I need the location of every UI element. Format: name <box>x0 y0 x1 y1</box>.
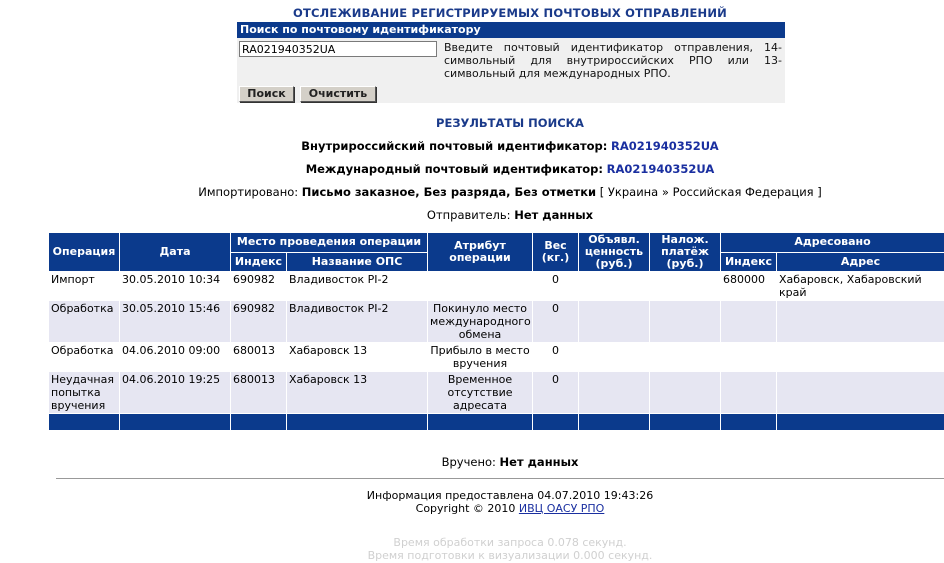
table-row <box>49 272 944 301</box>
col-addr-index: Индекс <box>721 252 777 272</box>
cell-addr-index <box>721 372 777 414</box>
cell-index: 680013 <box>231 343 287 372</box>
table-row <box>49 343 944 372</box>
col-place: Место проведения операции <box>231 233 428 253</box>
cell-weight: 0 <box>533 372 579 414</box>
col-cod: Налож. платёж (руб.) <box>650 233 721 272</box>
cell-declared <box>579 372 650 414</box>
search-hint: Введите почтовый идентификатор отправления, 14-символьный для внутрироссийских РПО или 13-символьный для международных РПО. <box>444 41 782 80</box>
cell-date: 04.06.2010 09:00 <box>120 343 231 372</box>
sender-value: Нет данных <box>514 208 594 222</box>
results-title: РЕЗУЛЬТАТЫ ПОИСКА <box>436 116 584 130</box>
operations-table <box>48 232 944 431</box>
domestic-id-line <box>0 139 944 153</box>
cell-operation: Обработка <box>49 301 120 343</box>
intl-id-line <box>0 162 944 176</box>
col-address: Адрес <box>777 252 944 272</box>
search-button[interactable]: Поиск <box>239 86 294 102</box>
domestic-id-value: RA021940352UA <box>611 139 719 153</box>
imported-line <box>0 185 944 199</box>
col-date: Дата <box>120 233 231 272</box>
cell-attr: Покинуло место международного обмена <box>428 301 533 343</box>
cell-index: 690982 <box>231 301 287 343</box>
cell-addr-index <box>721 343 777 372</box>
col-weight: Вес (кг.) <box>533 233 579 272</box>
processing-time: Время обработки запроса 0.078 секунд. <box>393 536 627 549</box>
page-title: ОТСЛЕЖИВАНИЕ РЕГИСТРИРУЕМЫХ ПОЧТОВЫХ ОТПРАВЛЕНИЙ <box>293 6 727 20</box>
cell-cod <box>650 272 721 301</box>
col-addressed: Адресовано <box>721 233 944 253</box>
cell-date: 30.05.2010 10:34 <box>120 272 231 301</box>
cell-operation: Импорт <box>49 272 120 301</box>
search-header: Поиск по почтовому идентификатору <box>237 22 785 38</box>
cell-address: Хабаровск, Хабаровский край <box>777 272 944 301</box>
cell-attr: Временное отсутствие адресата <box>428 372 533 414</box>
cell-address <box>777 372 944 414</box>
col-index: Индекс <box>231 252 287 272</box>
intl-id-value: RA021940352UA <box>606 162 715 176</box>
cell-date: 04.06.2010 19:25 <box>120 372 231 414</box>
sender-line <box>0 208 944 222</box>
imported-value: Письмо заказное, Без разряда, Без отметки <box>301 185 597 199</box>
table-row <box>49 301 944 343</box>
visualization-time: Время подготовки к визуализации 0.000 секунд. <box>367 549 653 562</box>
copyright-text: Copyright © 2010 <box>415 502 516 515</box>
tracking-id-input[interactable] <box>239 41 437 57</box>
cell-attr: Прибыло в место вручения <box>428 343 533 372</box>
clear-button[interactable]: Очистить <box>300 86 376 102</box>
col-operation: Операция <box>49 233 120 272</box>
cell-operation: Обработка <box>49 343 120 372</box>
cell-address <box>777 343 944 372</box>
cell-ops: Владивосток PI-2 <box>287 272 428 301</box>
cell-attr <box>428 272 533 301</box>
cell-date: 30.05.2010 15:46 <box>120 301 231 343</box>
table-footer-row <box>49 414 944 431</box>
copyright-line <box>0 502 944 515</box>
cell-ops: Хабаровск 13 <box>287 372 428 414</box>
col-ops-name: Название ОПС <box>287 252 428 272</box>
cell-addr-index: 680000 <box>721 272 777 301</box>
cell-index: 680013 <box>231 372 287 414</box>
route: [ Украина » Российская Федерация ] <box>599 185 822 199</box>
imported-label: Импортировано: <box>198 185 299 199</box>
info-provided: Информация предоставлена 04.07.2010 19:43:26 <box>366 489 654 502</box>
cell-ops: Хабаровск 13 <box>287 343 428 372</box>
cell-weight: 0 <box>533 343 579 372</box>
delivered-line <box>0 455 944 469</box>
col-attribute: Атрибут операции <box>428 233 533 272</box>
cell-weight: 0 <box>533 301 579 343</box>
cell-declared <box>579 343 650 372</box>
footer-divider <box>56 478 944 479</box>
sender-label: Отправитель: <box>426 208 511 222</box>
table-row <box>49 372 944 414</box>
delivered-value: Нет данных <box>499 455 579 469</box>
domestic-id-label: Внутрироссийский почтовый идентификатор: <box>301 139 608 153</box>
cell-cod <box>650 372 721 414</box>
cell-cod <box>650 301 721 343</box>
search-panel <box>237 22 785 103</box>
cell-declared <box>579 272 650 301</box>
delivered-label: Вручено: <box>441 455 496 469</box>
intl-id-label: Международный почтовый идентификатор: <box>305 162 603 176</box>
cell-ops: Владивосток PI-2 <box>287 301 428 343</box>
cell-index: 690982 <box>231 272 287 301</box>
cell-declared <box>579 301 650 343</box>
ivc-link[interactable]: ИВЦ ОАСУ РПО <box>518 502 605 515</box>
col-declared: Объявл. ценность (руб.) <box>579 233 650 272</box>
cell-addr-index <box>721 301 777 343</box>
cell-address <box>777 301 944 343</box>
cell-operation: Неудачная попытка вручения <box>49 372 120 414</box>
cell-cod <box>650 343 721 372</box>
cell-weight: 0 <box>533 272 579 301</box>
